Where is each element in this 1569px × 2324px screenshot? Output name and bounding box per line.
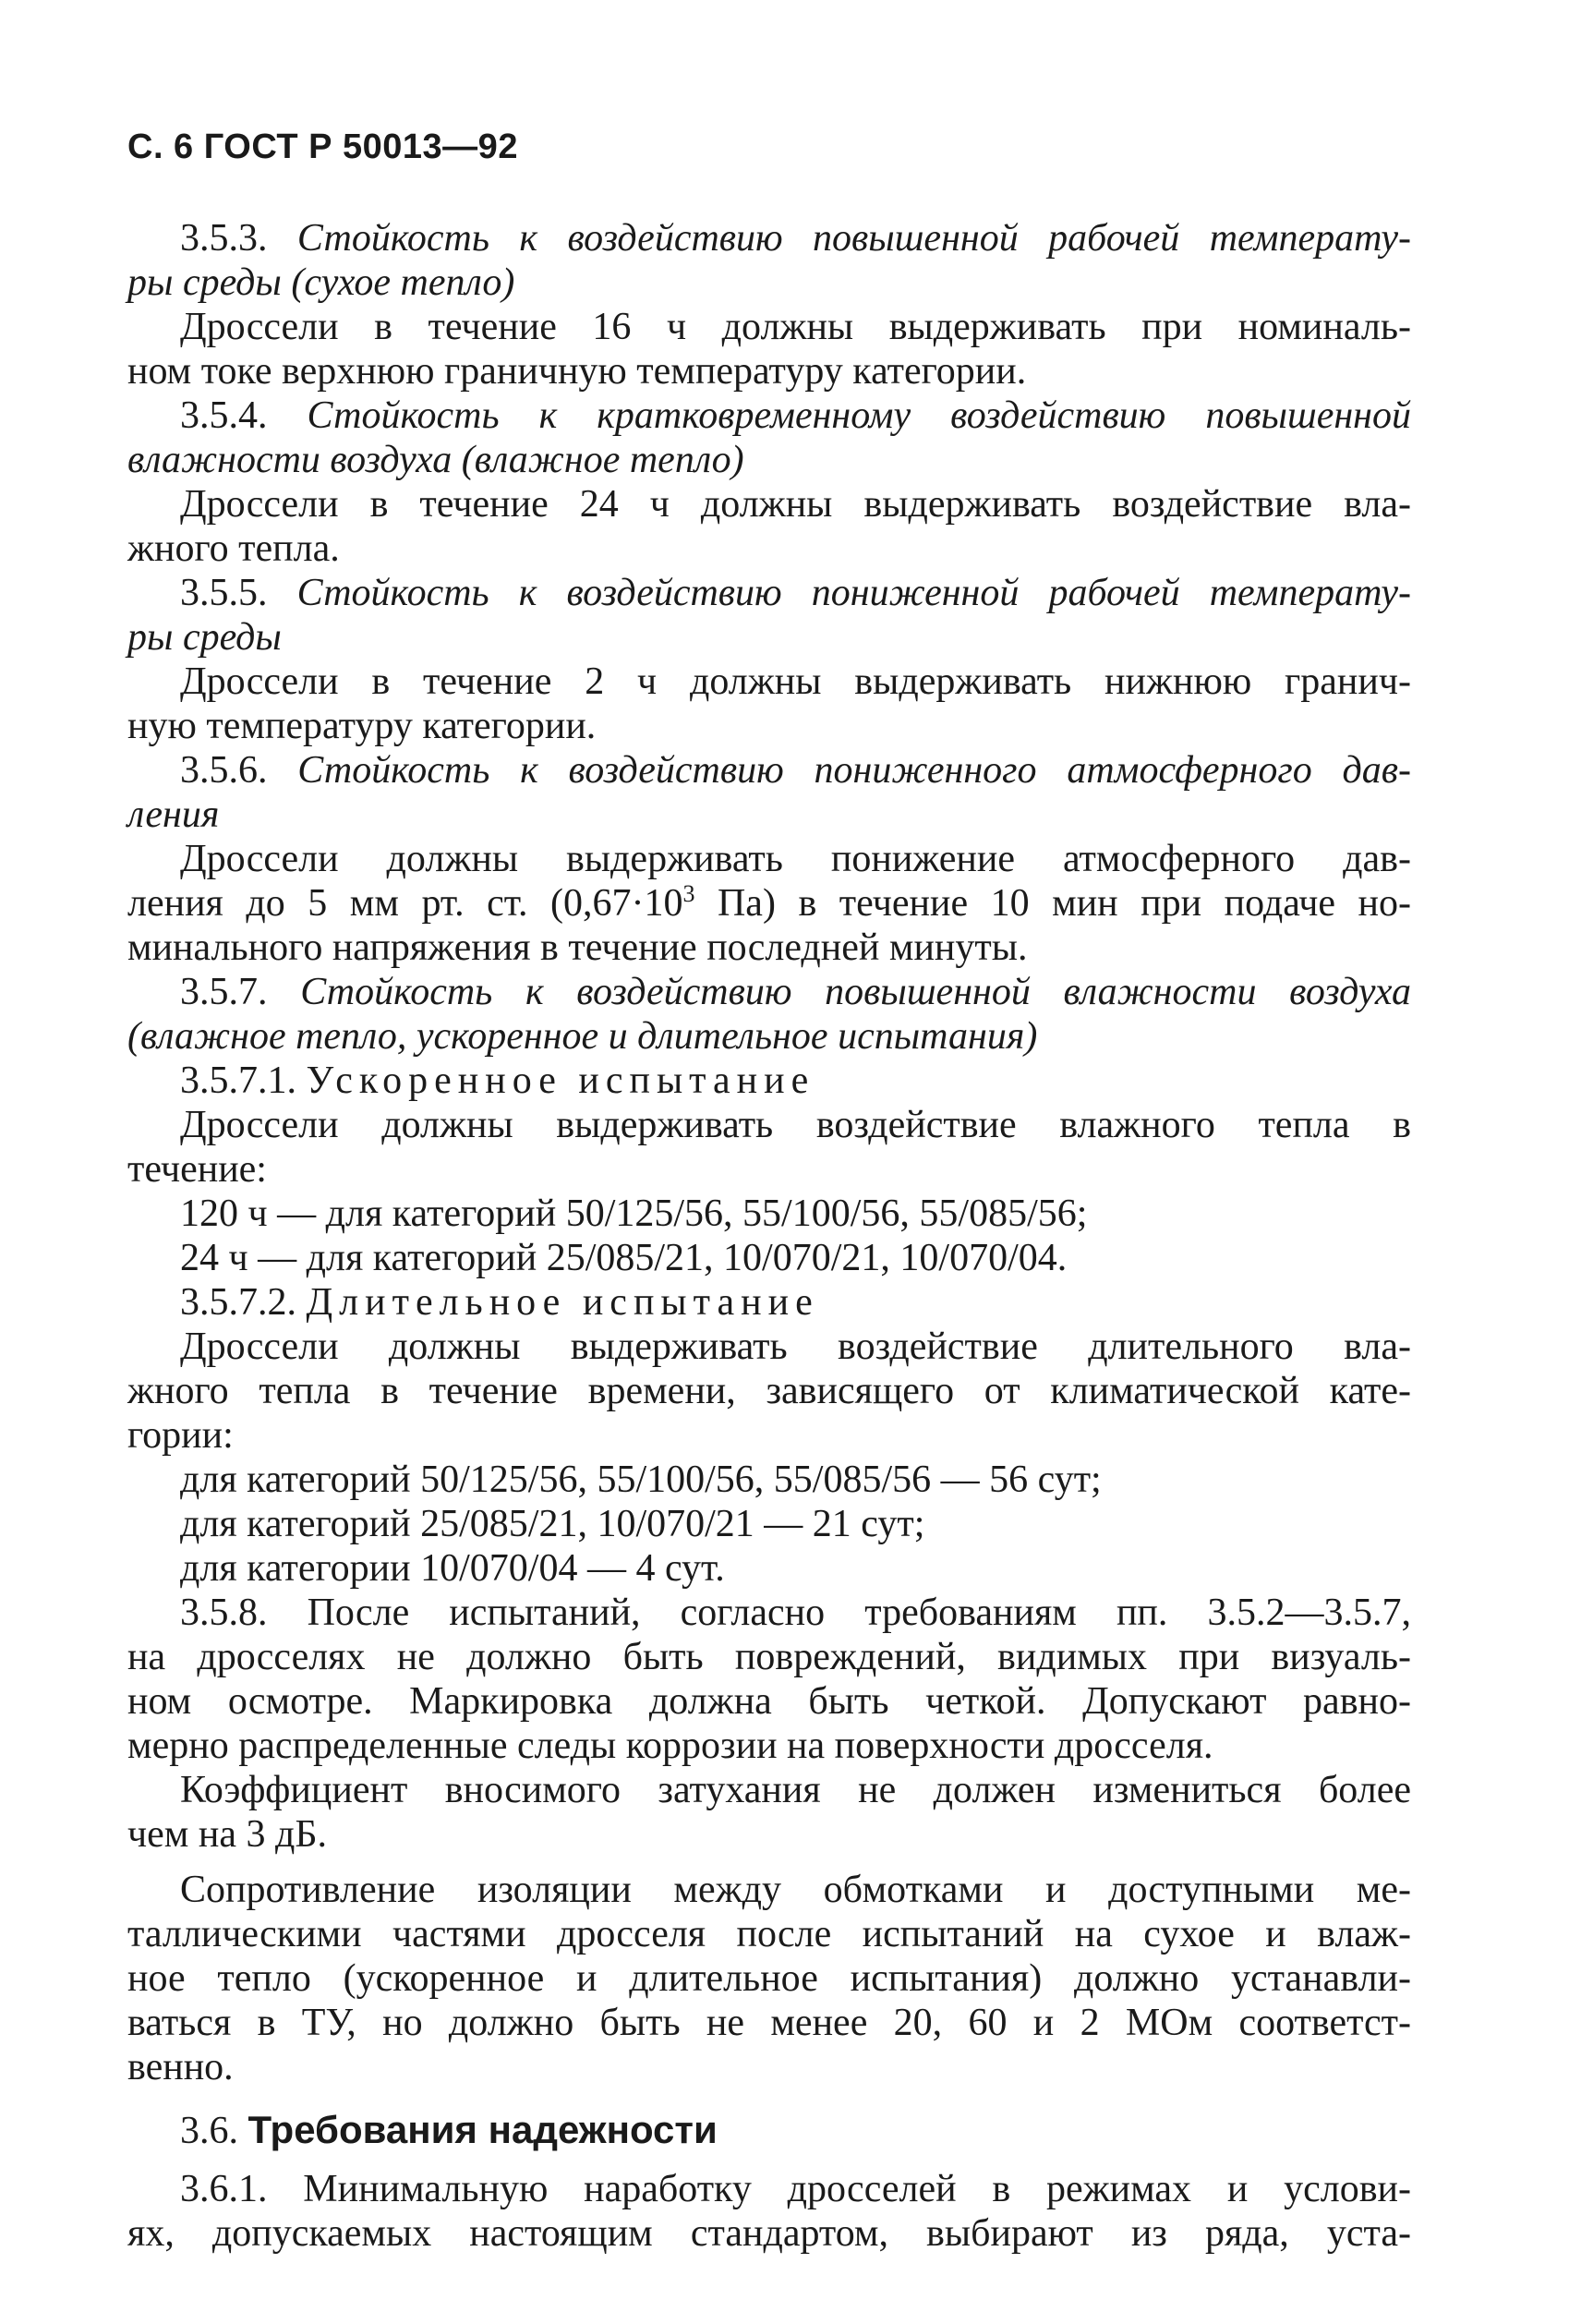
paragraph-line: таллическими частями дросселя после испытаний на сухое и влаж- bbox=[127, 1913, 1411, 1955]
page-header: С. 6 ГОСТ Р 50013—92 bbox=[127, 127, 518, 166]
section-3-5-7-2-title: 3.5.7.2. Длительное испытание bbox=[180, 1281, 819, 1324]
paragraph-line: гории: bbox=[127, 1414, 234, 1457]
paragraph-line: течение: bbox=[127, 1148, 267, 1191]
paragraph-line: жного тепла в течение времени, зависящего от климатической кате- bbox=[127, 1370, 1411, 1412]
paragraph-line: ном токе верхнюю граничную температуру категории. bbox=[127, 350, 1027, 393]
paragraph-line: жного тепла. bbox=[127, 527, 340, 570]
paragraph-line: ную температуру категории. bbox=[127, 705, 597, 747]
paragraph-line: на дросселях не должно быть повреждений, видимых при визуаль- bbox=[127, 1636, 1411, 1678]
section-3-5-6-title: 3.5.6. Стойкость к воздействию пониженного атмосферного дав- bbox=[180, 749, 1411, 792]
paragraph-line: Дроссели в течение 2 ч должны выдерживать нижнюю гранич- bbox=[180, 660, 1411, 703]
paragraph-line: чем на 3 дБ. bbox=[127, 1813, 327, 1856]
paragraph-line: ления до 5 мм рт. ст. ($0,67\cdot 10^3$ Па) в течение 10 мин при подаче но- bbox=[127, 880, 1411, 925]
paragraph-line: ях, допускаемых настоящим стандартом, выбирают из ряда, уста- bbox=[127, 2212, 1411, 2255]
section-3-5-3-title-cont: ры среды (сухое тепло) bbox=[127, 261, 515, 304]
section-3-5-7-1-title: 3.5.7.1. Ускоренное испытание bbox=[180, 1059, 815, 1102]
section-3-5-8-text: 3.5.8. После испытаний, согласно требованиям пп. 3.5.2—3.5.7, bbox=[180, 1592, 1411, 1634]
paragraph-line: мерно распределенные следы коррозии на поверхности дросселя. bbox=[127, 1725, 1213, 1767]
paragraph-line: венно. bbox=[127, 2046, 234, 2088]
section-3-5-7-title: 3.5.7. Стойкость к воздействию повышенной влажности воздуха bbox=[180, 971, 1411, 1013]
list-item: 24 ч — для категорий 25/085/21, 10/070/21, 10/070/04. bbox=[180, 1237, 1068, 1279]
list-item: для категорий 25/085/21, 10/070/21 — 21 сут; bbox=[180, 1503, 925, 1545]
paragraph-line: ваться в ТУ, но должно быть не менее 20, 60 и 2 МОм соответст- bbox=[127, 2002, 1411, 2044]
section-3-5-5-title: 3.5.5. Стойкость к воздействию пониженной рабочей температу- bbox=[180, 572, 1411, 614]
paragraph-line: Дроссели должны выдерживать воздействие длительного вла- bbox=[180, 1325, 1411, 1368]
paragraph-line: Дроссели в течение 24 ч должны выдерживать воздействие вла- bbox=[180, 483, 1411, 526]
paragraph-line: Дроссели должны выдерживать воздействие влажного тепла в bbox=[180, 1104, 1411, 1146]
paragraph-line: Дроссели в течение 16 ч должны выдерживать при номиналь- bbox=[180, 306, 1411, 348]
list-item: 120 ч — для категорий 50/125/56, 55/100/56, 55/085/56; bbox=[180, 1192, 1088, 1235]
paragraph-line: ном осмотре. Маркировка должна быть четкой. Допускают равно- bbox=[127, 1680, 1411, 1723]
section-3-5-4-title: 3.5.4. Стойкость к кратковременному воздействию повышенной bbox=[180, 394, 1412, 437]
paragraph-line: Дроссели должны выдерживать понижение атмосферного дав- bbox=[180, 838, 1411, 880]
section-3-5-7-title-cont: (влажное тепло, ускоренное и длительное испытания) bbox=[127, 1015, 1038, 1058]
section-3-5-3-title: 3.5.3. Стойкость к воздействию повышенной рабочей температу- bbox=[180, 217, 1411, 260]
paragraph-line: Сопротивление изоляции между обмотками и доступными ме- bbox=[180, 1869, 1411, 1911]
section-3-5-5-title-cont: ры среды bbox=[127, 616, 282, 659]
list-item: для категорий 50/125/56, 55/100/56, 55/085/56 — 56 сут; bbox=[180, 1459, 1102, 1501]
section-3-6-1-text: 3.6.1. Минимальную наработку дросселей в режимах и услови- bbox=[180, 2168, 1411, 2210]
section-3-5-4-title-cont: влажности воздуха (влажное тепло) bbox=[127, 439, 744, 481]
section-3-6-heading: 3.6. Требования надежности bbox=[180, 2108, 718, 2152]
section-3-5-6-title-cont: ления bbox=[127, 793, 220, 836]
paragraph-line: минального напряжения в течение последней минуты. bbox=[127, 926, 1028, 969]
paragraph-line: ное тепло (ускоренное и длительное испытания) должно устанавли- bbox=[127, 1957, 1411, 2000]
paragraph-line: Коэффициент вносимого затухания не должен измениться более bbox=[180, 1769, 1411, 1811]
list-item: для категории 10/070/04 — 4 сут. bbox=[180, 1547, 725, 1590]
